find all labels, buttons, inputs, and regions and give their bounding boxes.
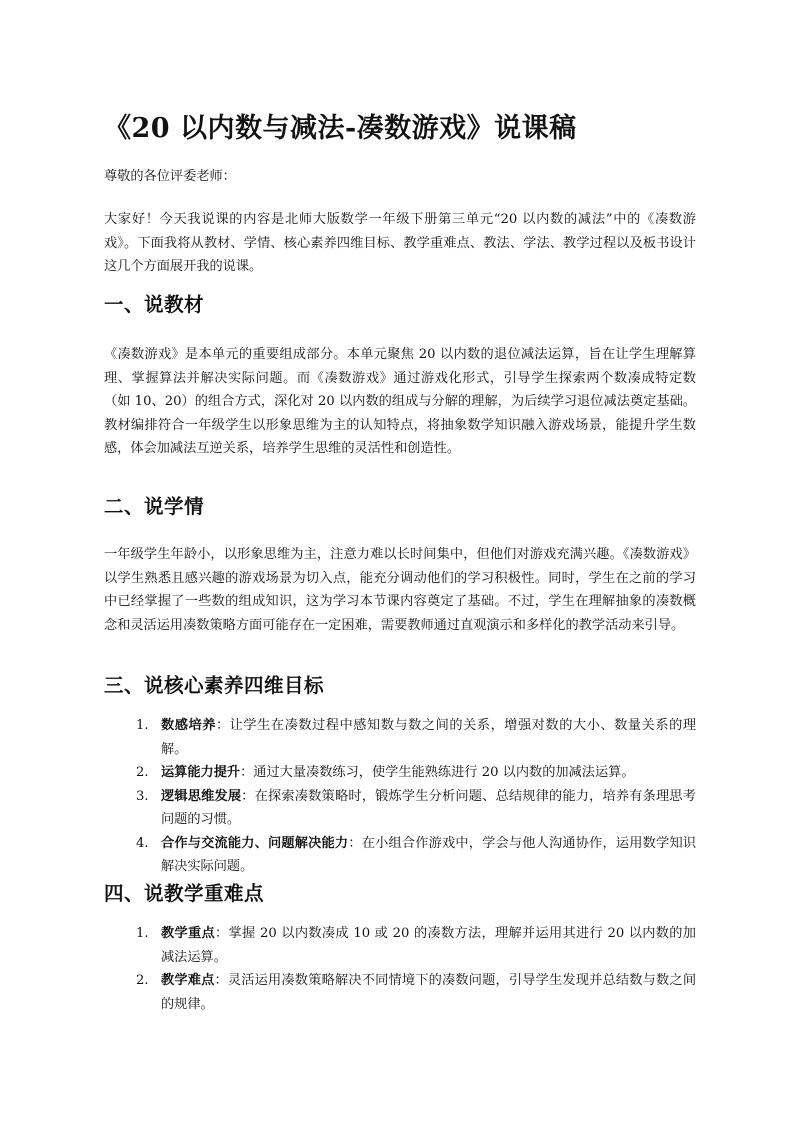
list-item: 4. 合作与交流能力、问题解决能力：在小组合作游戏中，学会与他人沟通协作，运用数学知识解决实际问题。 <box>136 835 697 874</box>
list-item: 1. 数感培养：让学生在凑数过程中感知数与数之间的关系，增强对数的大小、数量关系的理解。 <box>136 718 697 757</box>
list-item: 2. 教学难点：灵活运用凑数策略解决不同情境下的凑数问题，引导学生发现并总结数与数之间的规律。 <box>136 973 697 1012</box>
document-title: 《20 以内数与减法-凑数游戏》说课稿 <box>104 113 577 144</box>
section-heading-student-analysis: 二、说学情 <box>104 495 205 518</box>
section-body-teaching-material: 《凑数游戏》是本单元的重要组成部分。本单元聚焦 20 以内数的退位减法运算，旨在让学生理解算理、掌握算法并解决实际问题。而《凑数游戏》通过游戏化形式，引导学生探索两个数凑成特定数（如 10、20）的组合方式，深化对 20 以内数的组成与分解的理解，为后续学习退位减法奠定基础。教材编排符合一年级学生以形象思维为主的认知特点，将抽象数学知识融入游戏场景，能提升学生数感，体会加减法互逆关系，培养学生思维的灵活性和创造性。 <box>104 347 696 456</box>
list-item: 1. 教学重点：掌握 20 以内数凑成 10 或 20 的凑数方法，理解并运用其进行 20 以内数的加减法运算。 <box>136 926 696 965</box>
section-heading-key-difficult-points: 四、说教学重难点 <box>104 882 265 905</box>
section-heading-core-goals: 三、说核心素养四维目标 <box>104 674 325 697</box>
key-difficult-points-list <box>128 922 696 1016</box>
list-item: 3. 逻辑思维发展：在探索凑数策略时，锻炼学生分析问题、总结规律的能力，培养有条理思考问题的习惯。 <box>136 788 696 827</box>
list-item: 2. 运算能力提升：通过大量凑数练习，使学生能熟练进行 20 以内数的加减法运算。 <box>136 765 635 780</box>
intro-paragraph: 大家好！今天我说课的内容是北师大版数学一年级下册第三单元“20 以内数的减法”中的《凑数游戏》。下面我将从教材、学情、核心素养四维目标、教学重难点、教法、学法、教学过程以及板书设计这几个方面展开我的说课。 <box>104 212 696 274</box>
section-heading-teaching-material: 一、说教材 <box>104 293 205 316</box>
section-body-student-analysis: 一年级学生年龄小，以形象思维为主，注意力难以长时间集中，但他们对游戏充满兴趣。《凑数游戏》以学生熟悉且感兴趣的游戏场景为切入点，能充分调动他们的学习积极性。同时，学生在之前的学习中已经掌握了一些数的组成知识，这为学习本节课内容奠定了基础。不过，学生在理解抽象的凑数概念和灵活运用凑数策略方面可能存在一定困难，需要教师通过直观演示和多样化的教学活动来引导。 <box>104 547 696 633</box>
greeting: 尊敬的各位评委老师： <box>104 169 236 184</box>
core-goals-list <box>128 714 696 879</box>
